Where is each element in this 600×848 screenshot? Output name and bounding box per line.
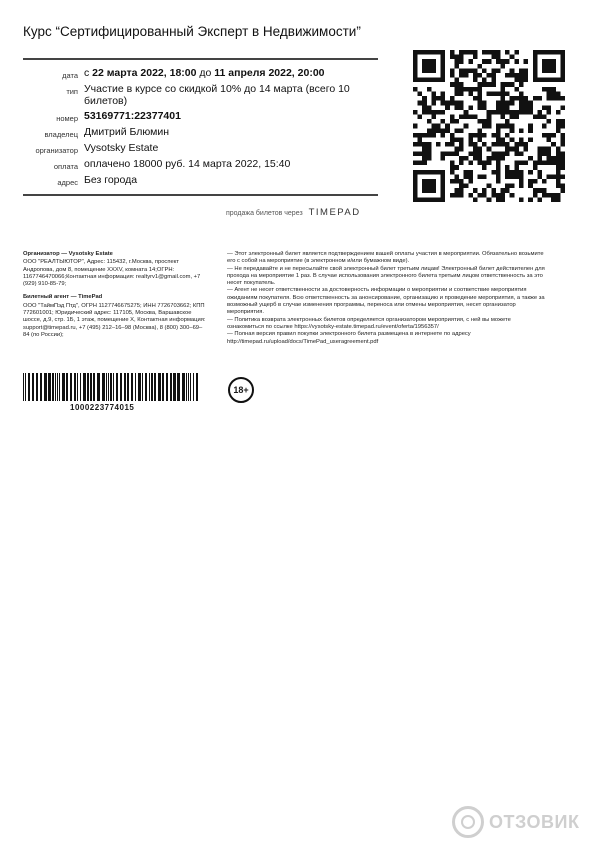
ticket-fields (23, 67, 383, 190)
sold-via-text: продажа билетов через (226, 210, 303, 217)
barcode-icon (23, 373, 200, 401)
type-label: тип (66, 87, 78, 96)
address-value: Без города (84, 174, 138, 186)
date-end: 11 апреля 2022, 20:00 (214, 67, 325, 79)
owner-row (23, 126, 383, 139)
date-row (23, 67, 383, 80)
organizer-details: ООО "РЕАЛТЫЮТОР", Адрес: 115432, г.Москва, проспект Андропова, дом 8, помещение XXXV, комната 14;ОГРН: 1167746470066;Контактная информация: realtyrv1@gmail.com, +7 (929) 910-85-79; (23, 259, 201, 288)
date-start: 22 марта 2022, 18:00 (92, 67, 197, 79)
organizer-label: организатор (35, 146, 78, 155)
address-row (23, 174, 383, 187)
date-label: дата (62, 71, 78, 80)
ticket-number: 53169771:22377401 (84, 110, 181, 122)
owner-value: Дмитрий Блюмин (84, 126, 170, 138)
otzovik-logo-icon (452, 806, 484, 838)
watermark (452, 806, 579, 838)
agent-heading: Билетный агент — TimePad (23, 294, 103, 301)
rule-item: — Полная версия правил покупки электронного билета размещена в интернете по адресу http://timepad.ru/upload/docs/TimePad_useragreement.pdf (227, 331, 471, 345)
type-value: Участие в курсе со скидкой 10% до 14 марта (всего 10 билетов) (84, 83, 350, 107)
legal-info (23, 251, 208, 345)
top-divider (23, 58, 378, 60)
address-label: адрес (57, 178, 78, 187)
payment-value: оплачено 18000 руб. 14 марта 2022, 15:40 (84, 158, 291, 170)
organizer-heading: Организатор — Vysotsky Estate (23, 251, 113, 257)
agent-details: ООО "ТаймПэд Птд", ОГРН 1127746675275; ИНН 7726703662; КПП 772601001; Юридический адрес: 117105, Москва, Варшавское шоссе, д.9, стр. 1Б, 1 этаж, помещение X, Контактная информация: support@timepad.ru, +7 (495) 212–16–98 (Москва), 8 (800) 300–69–84 (по России); (23, 302, 206, 338)
sold-via (226, 207, 361, 218)
rule-item: — Этот электронный билет является подтверждением вашей оплаты участия в мероприятии. Обязательно возьмите его с собой на мероприятие (в электронном и/или бумажном виде). (227, 251, 544, 265)
date-value (84, 67, 383, 79)
ticket-title: Курс “Сертифицированный Эксперт в Недвижимости” (23, 24, 361, 39)
number-row (23, 110, 383, 123)
timepad-logo: TIMEPAD (308, 207, 361, 218)
age-rating-badge: 18+ (228, 377, 254, 403)
owner-label: владелец (44, 130, 78, 139)
payment-label: оплата (53, 162, 78, 171)
number-label: номер (56, 114, 78, 123)
date-from-word: с (84, 67, 90, 79)
organizer-row (23, 142, 383, 155)
ticket-rules (227, 251, 545, 346)
rule-item: — Агент не несет ответственности за достоверность информации о мероприятии и соответствие мероприятия ожиданиям покупателя. Всю ответственность за анонсирование, организацию и проведение мероприятия, а также за возможный ущерб в случае изменения программы, переноса или отмены мероприятия, несет организатор мероприятия. (227, 287, 545, 316)
qr-code-icon (413, 50, 565, 202)
payment-row (23, 158, 383, 171)
barcode-number: 1000223774015 (70, 403, 135, 412)
date-to-word: до (199, 67, 212, 79)
rule-item: — Политика возврата электронных билетов определяется организатором мероприятия, с ней вы можете ознакомиться по ссылке https://vysotsky-estate.timepad.ru/event/oferta/1956357/ (227, 316, 511, 330)
type-row (23, 83, 383, 107)
rule-item: — Не передавайте и не пересылайте свой электронный билет третьим лицам! Электронный билет действителен для прохода на мероприятие 1 раз. В случае использования электронного билета третьим лицом ответственность за это несет покупатель. (227, 265, 545, 287)
bottom-divider (23, 194, 378, 196)
organizer-value: Vysotsky Estate (84, 142, 159, 154)
watermark-text: ОТЗОВИК (489, 811, 580, 832)
